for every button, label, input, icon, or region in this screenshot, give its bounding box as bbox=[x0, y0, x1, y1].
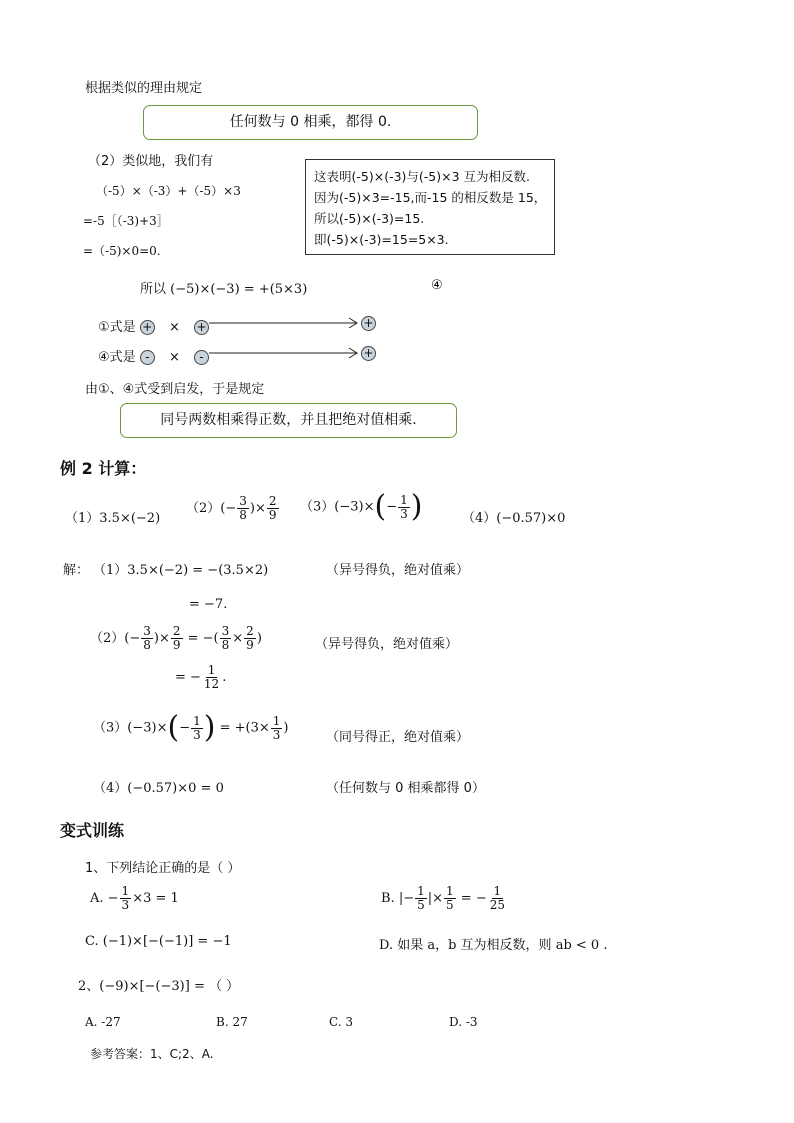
step2-title: （2）类似地，我们有 bbox=[88, 154, 214, 169]
option-1a-suffix: ×3 = 1 bbox=[132, 891, 179, 906]
intro-text: 根据类似的理由规定 bbox=[85, 81, 203, 96]
plus-circle-icon: + bbox=[140, 320, 155, 335]
note-line1: 这表明(-5)×(-3)与(-5)×3 互为相反数. bbox=[314, 169, 530, 184]
problem-2-prefix: （2）(− bbox=[186, 501, 237, 516]
solution-4-note: （任何数与 0 相乘都得 0） bbox=[326, 781, 485, 796]
result-row-1 bbox=[361, 316, 376, 331]
step2-line1: （-5）×（-3）+（-5）×3 bbox=[96, 184, 241, 198]
practice-title: 变式训练 bbox=[60, 821, 125, 840]
solution-3-note: （同号得正，绝对值乘） bbox=[326, 730, 470, 745]
solution-2: （2）(− $\frac{3}{8}$ )× $\frac{2}{9}$ = −( $\frac{3}{8}$ × $\frac{2}{9}$ ) bbox=[90, 624, 262, 652]
fraction: $\frac{2}{9}$ bbox=[268, 494, 277, 522]
solution-2b-prefix: = − bbox=[175, 670, 201, 685]
solution-2b: = − $\frac{1}{12}$ . bbox=[175, 663, 227, 691]
plus-circle-icon: + bbox=[194, 320, 209, 335]
option-1b: B. |− $\frac{1}{5}$ |× $\frac{1}{5}$ = − $\frac{1}{25}$ bbox=[381, 884, 505, 912]
sign-row-1-label: ①式是 bbox=[98, 320, 136, 335]
note-box bbox=[305, 159, 555, 255]
option-1c: C. (−1)×[−(−1)] = −1 bbox=[85, 934, 232, 949]
step2-line2: =-5［（-3)+3］ bbox=[83, 214, 169, 228]
plus-circle-icon: + bbox=[361, 316, 376, 331]
rule-box-zero bbox=[143, 105, 478, 140]
solution-label: 解： bbox=[63, 563, 90, 578]
answer-text: 参考答案：1、C;2、A. bbox=[90, 1047, 214, 1061]
result-row-2 bbox=[361, 346, 376, 361]
solution-2-prefix: （2）(− bbox=[90, 631, 141, 646]
problem-3: （3）(−3)×(− $\frac{1}{3}$ ) bbox=[300, 489, 423, 524]
fraction: $\frac{3}{8}$ bbox=[239, 494, 247, 522]
sign-row-1 bbox=[98, 316, 209, 335]
problem-2 bbox=[186, 495, 280, 522]
minus-circle-icon: - bbox=[194, 350, 209, 365]
plus-circle-icon: + bbox=[361, 346, 376, 361]
sign-row-2-label: ④式是 bbox=[98, 350, 136, 365]
solution-3-mid: = +(3× bbox=[219, 720, 270, 736]
arrow-icon bbox=[209, 347, 361, 359]
arrow-icon bbox=[209, 317, 361, 329]
solution-1: （1）3.5×(−2) = −(3.5×2) bbox=[93, 563, 269, 578]
question-1: 1、下列结论正确的是（ ） bbox=[85, 861, 241, 876]
question-2: 2、(−9)×[−(−3)] = （ ） bbox=[78, 979, 240, 994]
option-1b-eq: = − bbox=[460, 891, 487, 906]
problem-4: （4）(−0.57)×0 bbox=[462, 511, 566, 526]
solution-1-note: （异号得负，绝对值乘） bbox=[326, 563, 470, 578]
note-line3: 所以(-5)×(-3)=15. bbox=[314, 211, 425, 226]
solution-2-note: （异号得负，绝对值乘） bbox=[315, 637, 459, 652]
option-1a: A. − $\frac{1}{3}$ ×3 = 1 bbox=[90, 884, 179, 912]
step2-line3: =（-5)×0=0. bbox=[83, 244, 161, 258]
solution-3-prefix: （3）(−3)× bbox=[93, 720, 168, 736]
example-title: 例 2 计算： bbox=[60, 459, 147, 478]
note-line4: 即(-5)×(-3)=15=5×3. bbox=[314, 232, 449, 247]
problem-1: （1）3.5×(−2) bbox=[65, 511, 161, 526]
option-2b: B. 27 bbox=[216, 1015, 248, 1029]
problem-2-times: )× bbox=[249, 501, 266, 516]
solution-1b: = −7. bbox=[189, 597, 228, 612]
problem-3-prefix: （3）(−3)× bbox=[300, 499, 375, 515]
option-1b-mid: |× bbox=[427, 891, 444, 906]
times-sign: × bbox=[168, 350, 180, 365]
step2-line4: 所以 (−5)×(−3) = +(5×3) bbox=[140, 282, 308, 297]
option-2d: D. -3 bbox=[449, 1015, 478, 1029]
option-1b-prefix: B. |− bbox=[381, 891, 415, 906]
note-line2: 因为(-5)×3=-15,而-15 的相反数是 15， bbox=[314, 190, 547, 205]
minus-circle-icon: - bbox=[140, 350, 155, 365]
solution-4: （4）(−0.57)×0 = 0 bbox=[93, 781, 224, 796]
solution-3: （3）(−3)×(− $\frac{1}{3}$ ) = +(3× $\frac{1}{3}$ ) bbox=[93, 710, 289, 745]
option-1d: D. 如果 a，b 互为相反数，则 ab < 0 . bbox=[379, 938, 608, 953]
times-sign: × bbox=[168, 320, 180, 335]
fraction: $\frac{1}{3}$ bbox=[400, 492, 408, 521]
equation-number-4: ④ bbox=[431, 278, 443, 293]
sign-row-2 bbox=[98, 346, 209, 365]
option-1a-prefix: A. − bbox=[90, 891, 119, 906]
option-2c: C. 3 bbox=[329, 1015, 354, 1029]
inspire-text: 由①、④式受到启发，于是规定 bbox=[85, 382, 265, 397]
rule-box-sign bbox=[120, 403, 457, 438]
rule-zero-text: 任何数与 0 相乘，都得 0. bbox=[229, 114, 392, 130]
rule-sign-text: 同号两数相乘得正数，并且把绝对值相乘. bbox=[160, 412, 417, 428]
option-2a: A. -27 bbox=[85, 1015, 121, 1029]
